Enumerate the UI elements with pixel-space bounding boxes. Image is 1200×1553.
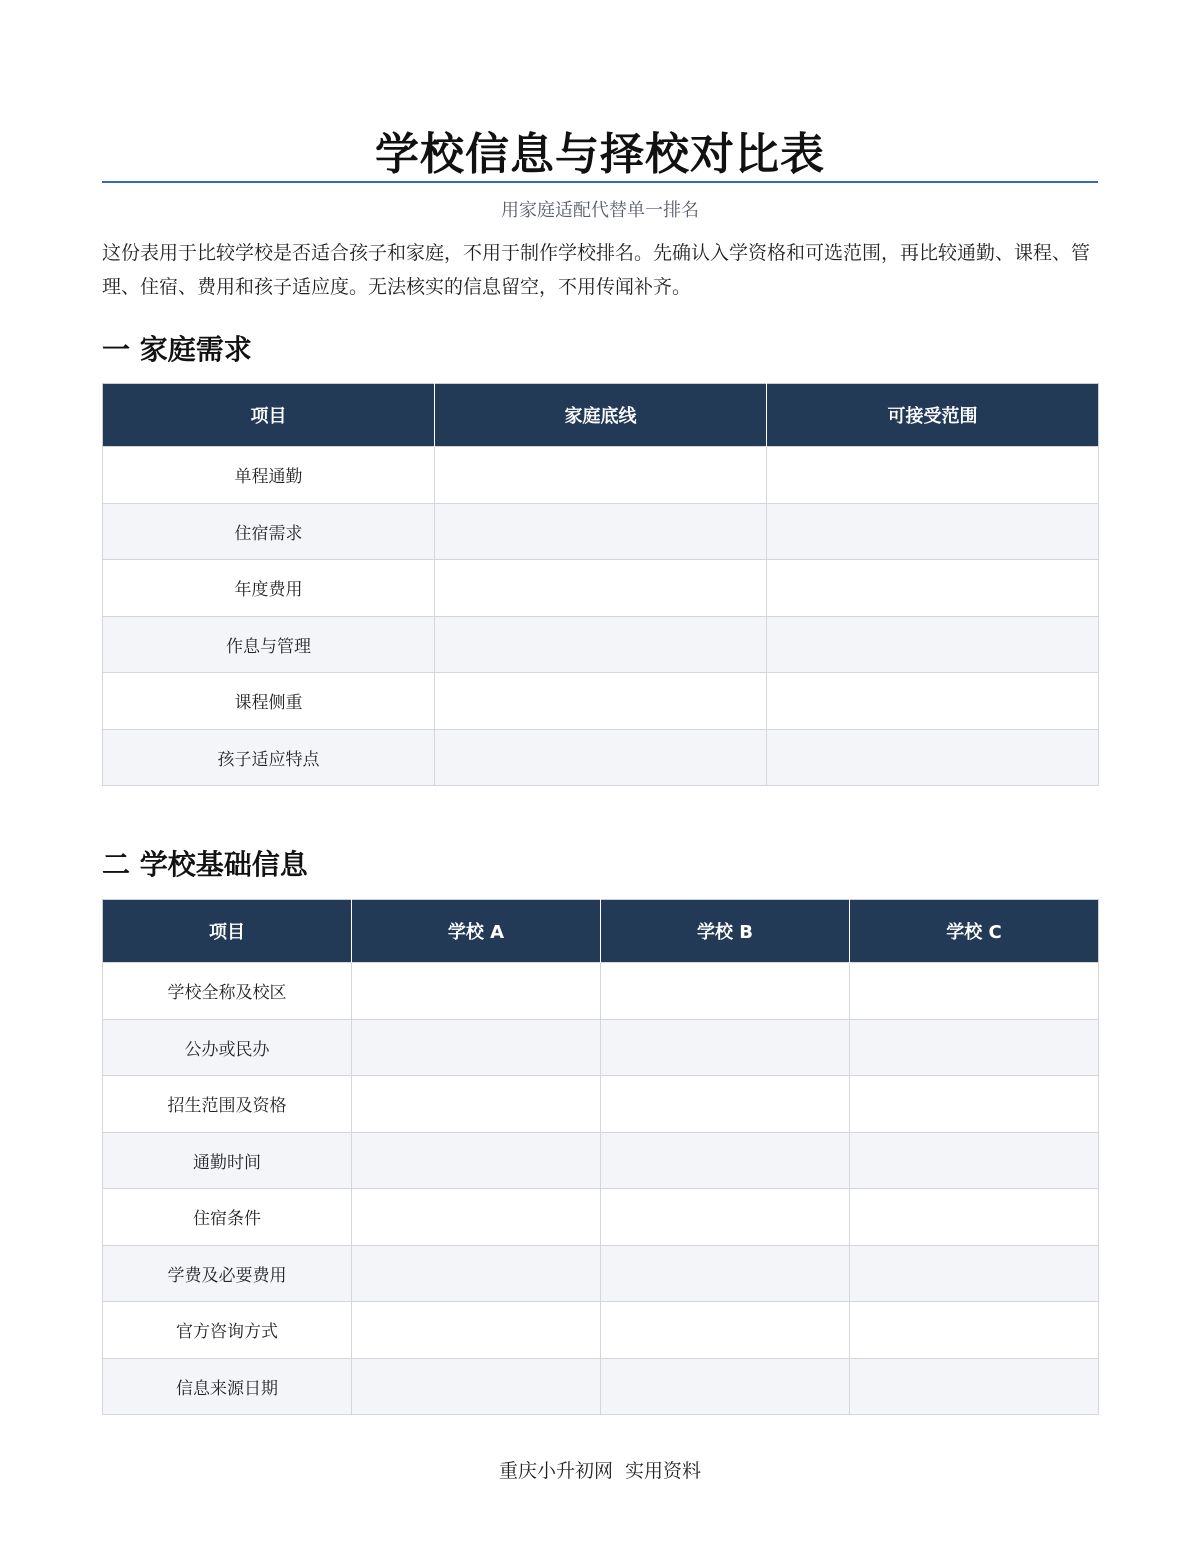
row-label: 学费及必要费用 bbox=[103, 1245, 352, 1302]
input-cell[interactable] bbox=[601, 1019, 850, 1076]
intro-paragraph: 这份表用于比较学校是否适合孩子和家庭，不用于制作学校排名。先确认入学资格和可选范围，再比较通勤、课程、管理、住宿、费用和孩子适应度。无法核实的信息留空，不用传闻补齐。 bbox=[102, 242, 1091, 298]
input-cell[interactable] bbox=[767, 560, 1099, 617]
input-cell[interactable] bbox=[850, 1132, 1099, 1189]
input-cell[interactable] bbox=[352, 1302, 601, 1359]
table-row bbox=[103, 1358, 1099, 1415]
row-label: 通勤时间 bbox=[103, 1132, 352, 1189]
input-cell[interactable] bbox=[850, 1358, 1099, 1415]
row-label: 学校全称及校区 bbox=[103, 963, 352, 1020]
input-cell[interactable] bbox=[601, 1302, 850, 1359]
input-cell[interactable] bbox=[352, 1132, 601, 1189]
input-cell[interactable] bbox=[435, 616, 767, 673]
page-title: 学校信息与择校对比表 bbox=[375, 129, 825, 180]
row-label: 招生范围及资格 bbox=[103, 1076, 352, 1133]
row-label: 住宿条件 bbox=[103, 1189, 352, 1246]
input-cell[interactable] bbox=[352, 1189, 601, 1246]
row-label: 年度费用 bbox=[103, 560, 435, 617]
input-cell[interactable] bbox=[435, 503, 767, 560]
school-info-table bbox=[102, 899, 1099, 1415]
row-label: 信息来源日期 bbox=[103, 1358, 352, 1415]
row-label: 公办或民办 bbox=[103, 1019, 352, 1076]
input-cell[interactable] bbox=[352, 1019, 601, 1076]
table-row bbox=[103, 673, 1099, 730]
family-needs-table bbox=[102, 383, 1099, 786]
table-row bbox=[103, 1189, 1099, 1246]
section-heading-family-needs: 一 家庭需求 bbox=[102, 333, 252, 366]
row-label: 孩子适应特点 bbox=[103, 729, 435, 786]
input-cell[interactable] bbox=[767, 616, 1099, 673]
input-cell[interactable] bbox=[850, 963, 1099, 1020]
input-cell[interactable] bbox=[435, 729, 767, 786]
input-cell[interactable] bbox=[850, 1302, 1099, 1359]
table-row bbox=[103, 560, 1099, 617]
table-row bbox=[103, 447, 1099, 504]
column-header: 项目 bbox=[103, 900, 352, 963]
section-heading-school-info: 二 学校基础信息 bbox=[102, 848, 308, 881]
table-header-row bbox=[103, 384, 1099, 447]
input-cell[interactable] bbox=[850, 1019, 1099, 1076]
input-cell[interactable] bbox=[767, 673, 1099, 730]
input-cell[interactable] bbox=[352, 1076, 601, 1133]
table-row bbox=[103, 1076, 1099, 1133]
column-header: 学校 B bbox=[601, 900, 850, 963]
input-cell[interactable] bbox=[850, 1076, 1099, 1133]
input-cell[interactable] bbox=[435, 673, 767, 730]
title-divider bbox=[102, 181, 1098, 183]
input-cell[interactable] bbox=[435, 447, 767, 504]
row-label: 住宿需求 bbox=[103, 503, 435, 560]
input-cell[interactable] bbox=[352, 963, 601, 1020]
input-cell[interactable] bbox=[850, 1245, 1099, 1302]
table-row bbox=[103, 503, 1099, 560]
input-cell[interactable] bbox=[601, 1358, 850, 1415]
page-subtitle: 用家庭适配代替单一排名 bbox=[501, 200, 699, 221]
row-label: 单程通勤 bbox=[103, 447, 435, 504]
input-cell[interactable] bbox=[435, 560, 767, 617]
input-cell[interactable] bbox=[767, 729, 1099, 786]
column-header: 学校 C bbox=[850, 900, 1099, 963]
input-cell[interactable] bbox=[601, 1245, 850, 1302]
input-cell[interactable] bbox=[850, 1189, 1099, 1246]
table-row bbox=[103, 729, 1099, 786]
page-footer: 重庆小升初网 实用资料 bbox=[498, 1460, 702, 1482]
input-cell[interactable] bbox=[601, 1189, 850, 1246]
table-row bbox=[103, 616, 1099, 673]
table-header-row bbox=[103, 900, 1099, 963]
column-header: 项目 bbox=[103, 384, 435, 447]
row-label: 课程侧重 bbox=[103, 673, 435, 730]
input-cell[interactable] bbox=[767, 503, 1099, 560]
column-header: 家庭底线 bbox=[435, 384, 767, 447]
input-cell[interactable] bbox=[601, 963, 850, 1020]
column-header: 学校 A bbox=[352, 900, 601, 963]
column-header: 可接受范围 bbox=[767, 384, 1099, 447]
row-label: 作息与管理 bbox=[103, 616, 435, 673]
input-cell[interactable] bbox=[352, 1245, 601, 1302]
input-cell[interactable] bbox=[601, 1132, 850, 1189]
table-row bbox=[103, 963, 1099, 1020]
input-cell[interactable] bbox=[601, 1076, 850, 1133]
row-label: 官方咨询方式 bbox=[103, 1302, 352, 1359]
table-row bbox=[103, 1019, 1099, 1076]
table-row bbox=[103, 1245, 1099, 1302]
input-cell[interactable] bbox=[352, 1358, 601, 1415]
table-row bbox=[103, 1302, 1099, 1359]
table-row bbox=[103, 1132, 1099, 1189]
input-cell[interactable] bbox=[767, 447, 1099, 504]
